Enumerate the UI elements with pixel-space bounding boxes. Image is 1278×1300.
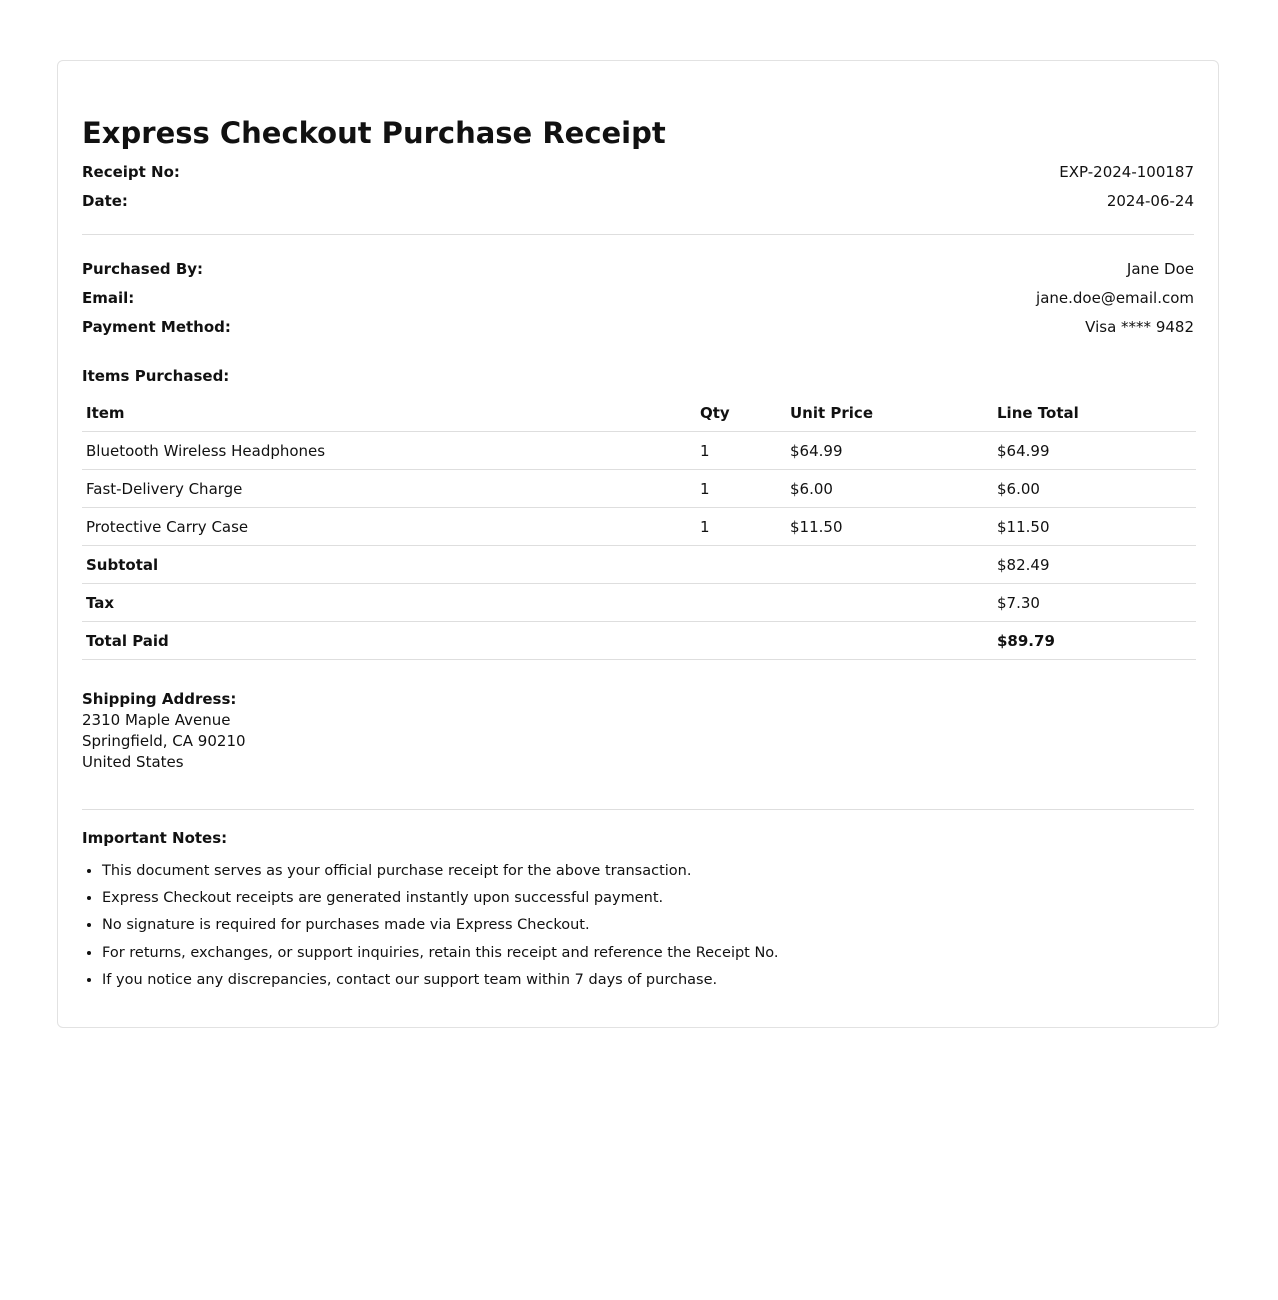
receipt-card [57, 60, 1219, 1028]
item-unit-price: $6.00 [786, 470, 993, 508]
subtotal-label: Subtotal [82, 546, 696, 584]
payment-method-row [82, 316, 1194, 338]
shipping-address [82, 689, 246, 773]
item-qty: 1 [696, 508, 786, 546]
total-label: Total Paid [82, 622, 696, 660]
important-notes-title: Important Notes: [82, 829, 228, 847]
shipping-address-line3: United States [82, 753, 184, 771]
payment-method-label: Payment Method: [82, 318, 231, 336]
divider [82, 809, 1194, 810]
tax-row [82, 584, 1196, 622]
total-value: $89.79 [993, 622, 1196, 660]
purchased-by-row [82, 258, 1194, 280]
list-item: • Express Checkout receipts are generated instantly upon successful payment. [102, 885, 779, 912]
divider [82, 234, 1194, 235]
shipping-address-line1: 2310 Maple Avenue [82, 711, 231, 729]
total-row [82, 622, 1196, 660]
shipping-address-line2: Springfield, CA 90210 [82, 732, 246, 750]
items-table [82, 394, 1196, 660]
email-value: jane.doe@email.com [1036, 289, 1194, 307]
item-unit-price: $64.99 [786, 432, 993, 470]
item-line-total: $64.99 [993, 432, 1196, 470]
column-header-line-total: Line Total [993, 394, 1196, 432]
receipt-no-value: EXP-2024-100187 [1059, 163, 1194, 181]
purchased-by-label: Purchased By: [82, 260, 204, 278]
tax-label: Tax [82, 584, 696, 622]
table-header-row [82, 394, 1196, 432]
purchased-by-value: Jane Doe [1126, 260, 1194, 278]
column-header-item: Item [82, 394, 696, 432]
item-line-total: $6.00 [993, 470, 1196, 508]
receipt-title: Express Checkout Purchase Receipt [82, 116, 666, 150]
date-label: Date: [82, 192, 128, 210]
item-qty: 1 [696, 432, 786, 470]
receipt-no-label: Receipt No: [82, 163, 180, 181]
date-value: 2024-06-24 [1106, 192, 1194, 210]
item-name: Fast-Delivery Charge [82, 470, 696, 508]
column-header-unit-price: Unit Price [786, 394, 993, 432]
receipt-no-row [82, 161, 1194, 183]
tax-value: $7.30 [993, 584, 1196, 622]
subtotal-row [82, 546, 1196, 584]
email-row [82, 287, 1194, 309]
list-item: • For returns, exchanges, or support inquiries, retain this receipt and reference the Receipt No. [102, 940, 779, 967]
table-row [82, 432, 1196, 470]
column-header-qty: Qty [696, 394, 786, 432]
email-label: Email: [82, 289, 135, 307]
item-line-total: $11.50 [993, 508, 1196, 546]
list-item: • This document serves as your official purchase receipt for the above transaction. [102, 858, 779, 885]
table-row [82, 470, 1196, 508]
shipping-address-label: Shipping Address: [82, 690, 237, 708]
item-unit-price: $11.50 [786, 508, 993, 546]
list-item: • If you notice any discrepancies, contact our support team within 7 days of purchase. [102, 967, 779, 994]
table-row [82, 508, 1196, 546]
item-qty: 1 [696, 470, 786, 508]
date-row [82, 190, 1194, 212]
item-name: Protective Carry Case [82, 508, 696, 546]
list-item: • No signature is required for purchases made via Express Checkout. [102, 912, 779, 939]
items-purchased-label: Items Purchased: [82, 367, 230, 385]
important-notes-list [82, 858, 779, 994]
subtotal-value: $82.49 [993, 546, 1196, 584]
payment-method-value: Visa **** 9482 [1085, 318, 1194, 336]
item-name: Bluetooth Wireless Headphones [82, 432, 696, 470]
